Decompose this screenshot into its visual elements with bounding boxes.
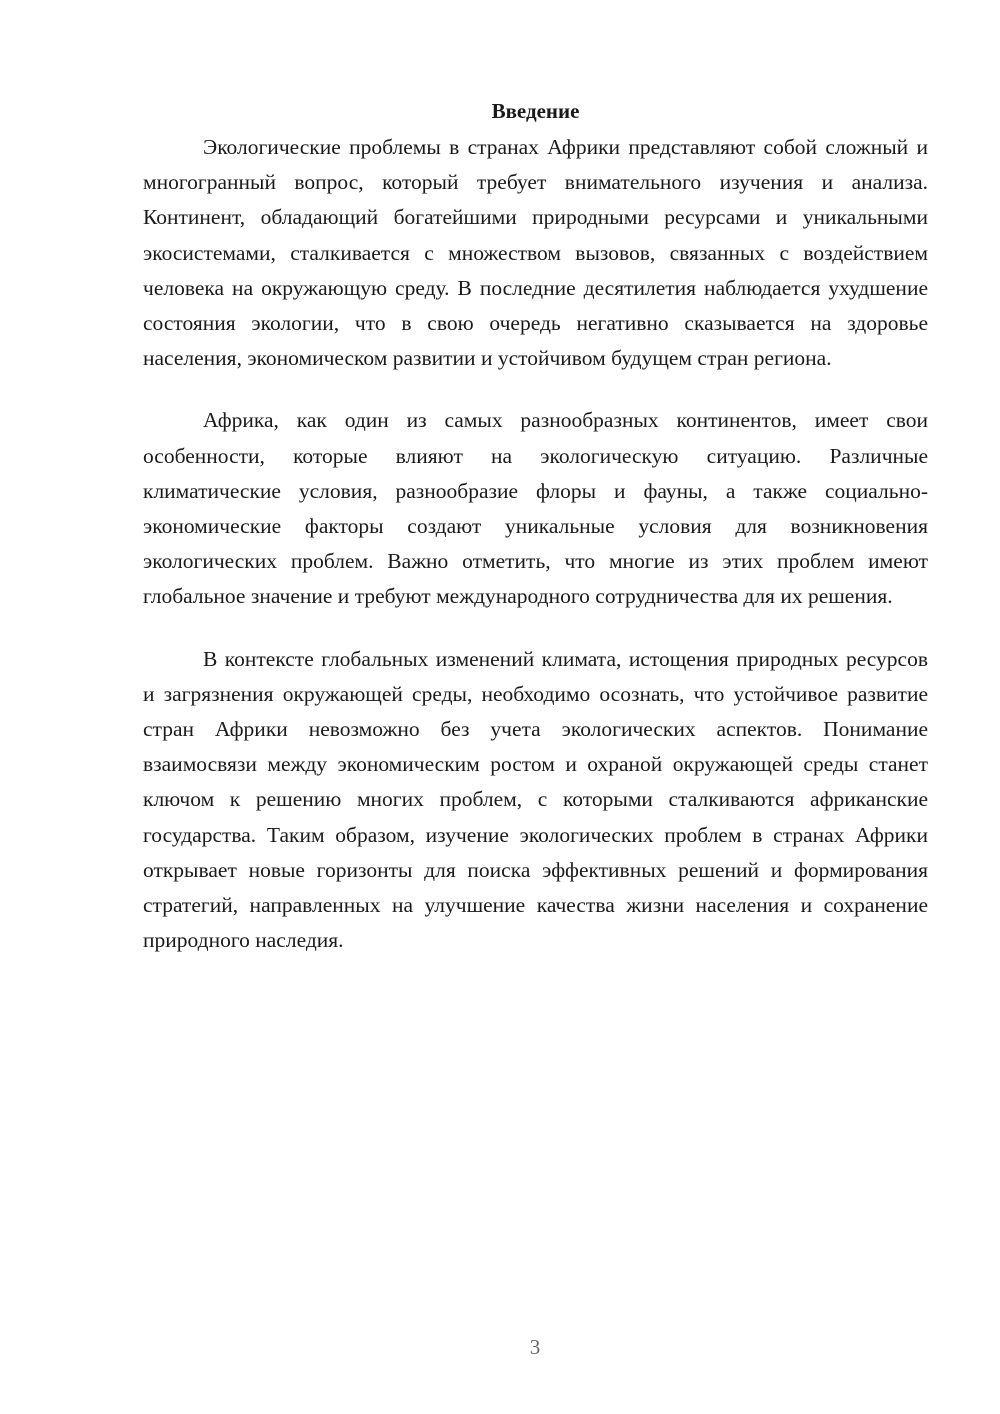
paragraph-2: Африка, как один из самых разнообразных континентов, имеет свои особенности, которые влияют на экологическую ситуацию. Различные климатические условия, разнообразие флоры и фауны, а также социально-экономические факторы создают уникальные условия для возникновения экологических проблем. Важно отметить, что многие из этих проблем имеют глобальное значение и требуют международного сотрудничества для их решения.: [143, 408, 928, 609]
section-heading: Введение: [491, 99, 580, 123]
document-page: [143, 96, 928, 985]
paragraph-1: Экологические проблемы в странах Африки представляют собой сложный и многогранный вопрос, который требует внимательного изучения и анализа. Континент, обладающий богатейшими природными ресурсами и уникальными экосистемами, сталкивается с множеством вызовов, связанных с воздействием человека на окружающую среду. В последние десятилетия наблюдается ухудшение состояния экологии, что в свою очередь негативно сказывается на здоровье населения, экономическом развитии и устойчивом будущем стран региона.: [143, 135, 928, 371]
paragraph-3: В контексте глобальных изменений климата, истощения природных ресурсов и загрязнения окружающей среды, необходимо осознать, что устойчивое развитие стран Африки невозможно без учета экологических аспектов. Понимание взаимосвязи между экономическим ростом и охраной окружающей среды станет ключом к решению многих проблем, с которыми сталкиваются африканские государства. Таким образом, изучение экологических проблем в странах Африки открывает новые горизонты для поиска эффективных решений и формирования стратегий, направленных на улучшение качества жизни населения и сохранение природного наследия.: [143, 646, 928, 953]
page-number: 3: [529, 1335, 541, 1359]
